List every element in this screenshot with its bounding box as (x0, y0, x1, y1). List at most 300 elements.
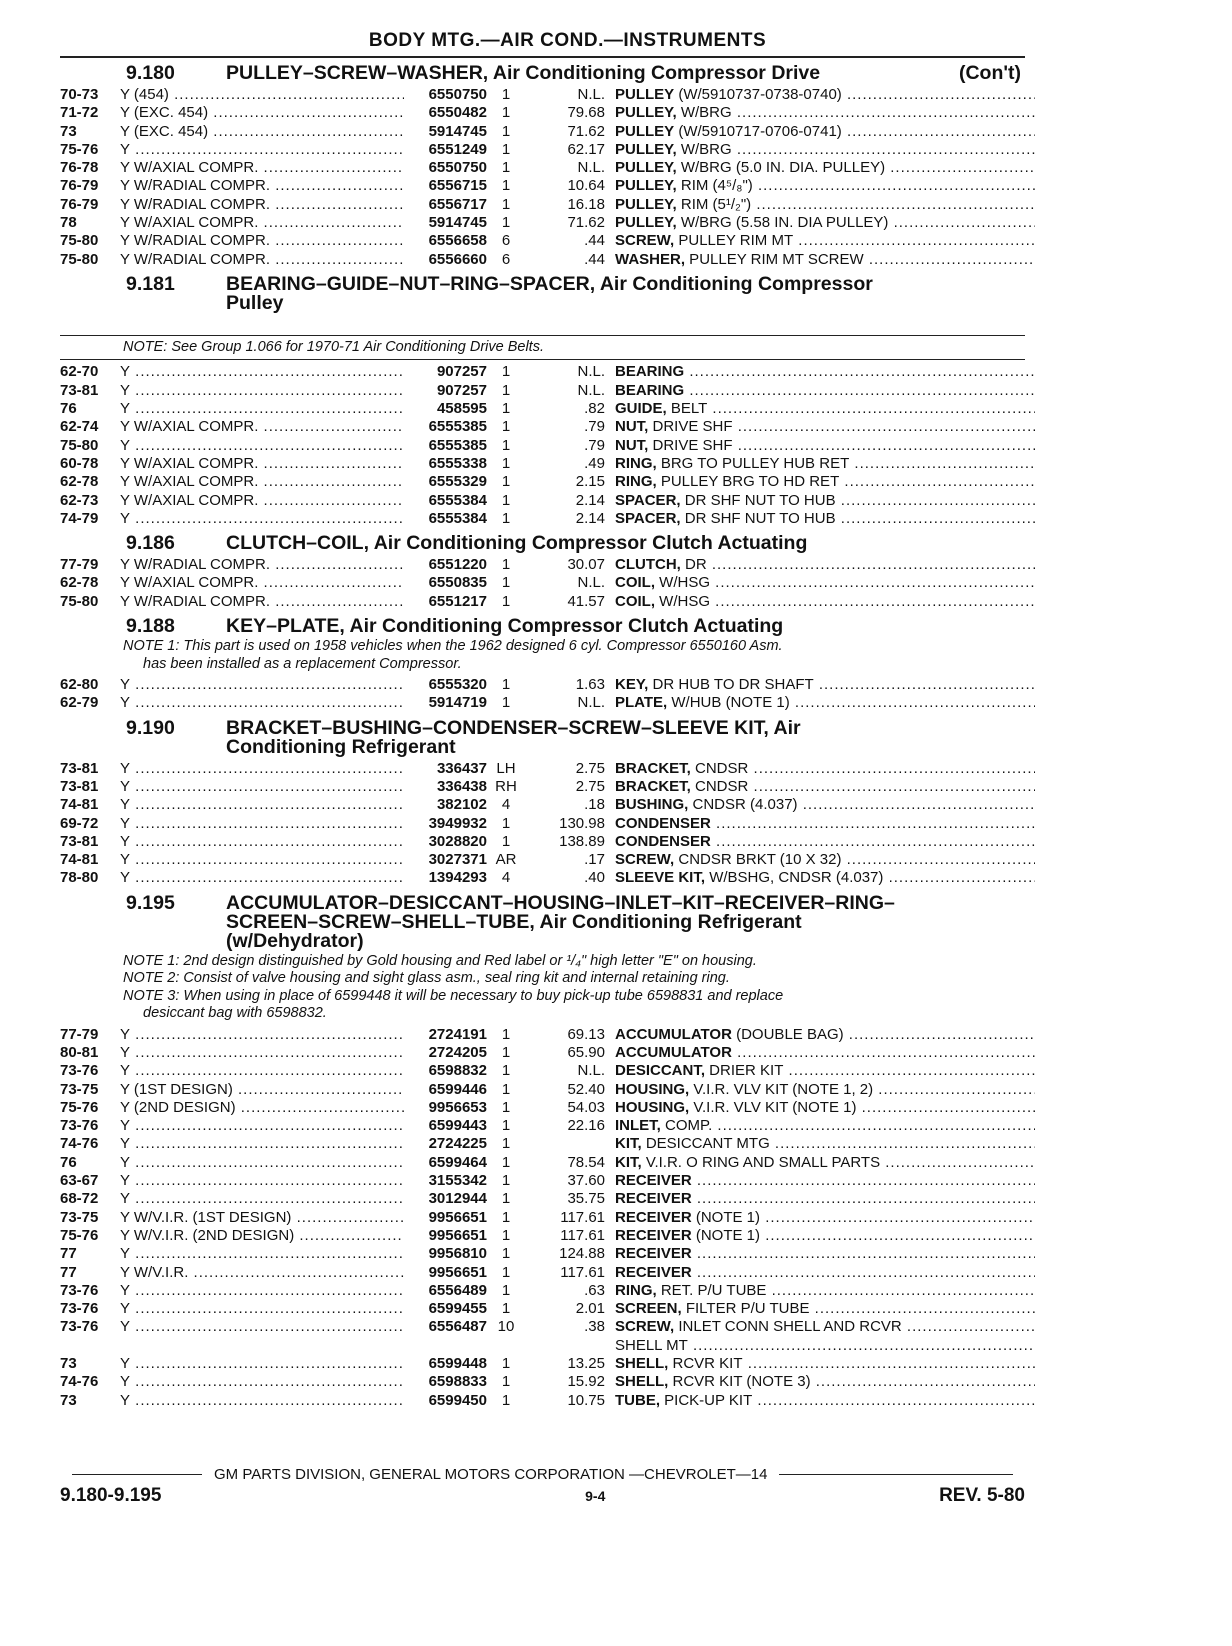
part-description (615, 104, 1035, 122)
section-subtitle: Air Conditioning Compressor Clutch Actuating (369, 532, 808, 555)
description-detail: RIM (5¹/₂") (676, 195, 752, 213)
price: 69.13 (567, 1025, 605, 1043)
part-description (615, 510, 1035, 528)
part-description (615, 676, 1035, 694)
footer-revision: REV. 5-80 (939, 1485, 1025, 1506)
part-description (615, 1337, 1035, 1355)
price: 2.75 (575, 777, 605, 795)
part-description (615, 1355, 1035, 1373)
part-number: 6556660 (428, 250, 487, 268)
quantity: 1 (501, 1263, 511, 1281)
part-number: 6555385 (428, 436, 487, 454)
note-rule-top (60, 335, 1025, 336)
table-row (60, 214, 1025, 232)
table-row (60, 676, 1025, 694)
section-continued: (Con't) (958, 62, 1021, 84)
part-description (615, 1154, 1035, 1172)
part-number: 382102 (436, 796, 487, 814)
part-description (615, 778, 1035, 796)
description-keyword: SPACER, (615, 509, 681, 527)
part-description (615, 1245, 1035, 1263)
parts-list (60, 676, 1025, 713)
section-subtitle: Air Conditioning Compressor Drive (488, 62, 821, 84)
description-keyword: CLUTCH, (615, 556, 681, 574)
section-title-main: BRACKET–BUSHING–CONDENSER–SCREW–SLEEVE KIT, (226, 716, 769, 739)
year-range: 74-76 (60, 1373, 99, 1391)
part-number: 6551249 (428, 140, 487, 158)
price: 22.16 (567, 1117, 605, 1135)
price: .79 (584, 418, 605, 436)
description-keyword: GUIDE, (615, 400, 667, 418)
table-row (60, 1373, 1025, 1391)
quantity: 1 (501, 1300, 511, 1318)
quantity: 1 (501, 814, 511, 832)
model-application: Y ..... (120, 1190, 404, 1208)
price: 130.98 (559, 814, 605, 832)
price: 10.64 (567, 177, 605, 195)
part-number: 6599450 (428, 1391, 487, 1409)
parts-list (60, 760, 1025, 888)
price: .79 (584, 436, 605, 454)
quantity: 1 (501, 436, 511, 454)
year-range: 73 (60, 1355, 77, 1373)
year-range: 78-80 (60, 869, 99, 887)
model-application: Y W/RADIAL COMPR. ..... (120, 593, 404, 611)
table-row (60, 123, 1025, 141)
quantity: 4 (501, 796, 511, 814)
parts-list (60, 1026, 1025, 1410)
quantity: 1 (501, 1355, 511, 1373)
description-keyword: SLEEVE KIT, (615, 869, 706, 887)
section-title-main: PULLEY–SCREW–WASHER, (226, 62, 489, 84)
part-number: 6555329 (428, 473, 487, 491)
description-keyword: NUT, (615, 418, 649, 436)
description-keyword: PULLEY, (615, 104, 677, 122)
year-range: 77-79 (60, 556, 99, 574)
year-range: 73-76 (60, 1300, 99, 1318)
quantity: 1 (501, 1208, 511, 1226)
year-range: 73 (60, 1391, 77, 1409)
description-detail: W/HSG (655, 574, 710, 592)
model-application: Y W/AXIAL COMPR. ..... (120, 455, 404, 473)
quantity: RH (495, 777, 517, 795)
quantity: 1 (501, 122, 511, 140)
price: .17 (584, 851, 605, 869)
model-application: Y W/RADIAL COMPR. ..... (120, 556, 404, 574)
quantity: 1 (501, 509, 511, 527)
section-title (226, 891, 1025, 952)
section-heading (60, 272, 1025, 314)
description-detail: W/BRG (676, 140, 732, 158)
price: 62.17 (567, 140, 605, 158)
model-application: Y ..... (120, 1026, 404, 1044)
section-title-line2: Conditioning Refrigerant (226, 735, 456, 758)
description-keyword: PULLEY, (615, 195, 677, 213)
description-keyword: NUT, (615, 436, 649, 454)
year-range: 75-76 (60, 140, 99, 158)
price: 71.62 (567, 214, 605, 232)
section-subtitle: Air Conditioning Compressor (595, 272, 873, 295)
quantity: 1 (501, 1391, 511, 1409)
description-keyword: SPACER, (615, 491, 681, 509)
section-title-line2: SCREEN–SCREW–SHELL–TUBE, (226, 910, 535, 933)
table-row (60, 473, 1025, 491)
year-range: 62-78 (60, 473, 99, 491)
quantity: 1 (501, 1281, 511, 1299)
description-keyword: SHELL, (615, 1355, 669, 1373)
part-description (615, 86, 1035, 104)
catalog-page (60, 30, 1025, 1410)
year-range: 70-73 (60, 86, 99, 103)
section-heading (60, 64, 1025, 83)
year-range: 77-79 (60, 1025, 99, 1043)
model-application: Y ..... (120, 1062, 404, 1080)
model-application: Y W/RADIAL COMPR. ..... (120, 196, 404, 214)
table-row (60, 86, 1025, 104)
table-row (60, 1044, 1025, 1062)
description-keyword: PULLEY, (615, 159, 677, 177)
description-keyword: KIT, (615, 1135, 642, 1153)
description-detail: CNDSR (690, 777, 749, 795)
table-row (60, 593, 1025, 611)
quantity: 1 (501, 140, 511, 158)
table-row (60, 1245, 1025, 1263)
model-application: Y ..... (120, 1282, 404, 1300)
model-application: Y ..... (120, 676, 404, 694)
quantity: 1 (501, 1135, 511, 1153)
part-description (615, 1264, 1035, 1282)
year-range: 73-75 (60, 1080, 99, 1098)
description-detail: PICK-UP KIT (660, 1391, 753, 1409)
model-application: Y ..... (120, 694, 404, 712)
part-number: 458595 (436, 400, 487, 418)
note-line: has been installed as a replacement Compressor. (143, 655, 462, 672)
part-number: 6556717 (428, 195, 487, 213)
quantity: 1 (501, 676, 511, 694)
description-keyword: ACCUMULATOR (615, 1025, 732, 1043)
price: N.L. (577, 574, 605, 592)
part-number: 3027371 (428, 851, 487, 869)
quantity: 1 (501, 454, 511, 472)
part-description (615, 1373, 1035, 1391)
part-description (615, 1026, 1035, 1044)
description-keyword: RECEIVER (615, 1172, 692, 1190)
description-detail: W/BRG (676, 104, 732, 122)
table-row (60, 418, 1025, 436)
price: 117.61 (560, 1208, 605, 1226)
model-application: Y ..... (120, 1300, 404, 1318)
year-range: 73-81 (60, 381, 99, 399)
model-application: Y W/V.I.R. (1ST DESIGN) ..... (120, 1209, 404, 1227)
section-number: 9.181 (126, 272, 175, 295)
quantity: 1 (501, 195, 511, 213)
quantity: 1 (501, 1062, 511, 1080)
model-application: Y W/RADIAL COMPR. ..... (120, 232, 404, 250)
table-row (60, 694, 1025, 712)
table-row (60, 104, 1025, 122)
part-description (615, 1044, 1035, 1062)
model-application: Y ..... (120, 815, 404, 833)
table-row (60, 1264, 1025, 1282)
description-detail: RCVR KIT (NOTE 3) (668, 1373, 811, 1391)
footer-bottom (60, 1485, 1025, 1507)
table-row (60, 510, 1025, 528)
year-range: 77 (60, 1245, 77, 1263)
footer-page-number: 9-4 (585, 1488, 606, 1504)
section-number: 9.195 (126, 891, 175, 914)
table-row (60, 833, 1025, 851)
model-application: Y ..... (120, 363, 404, 381)
section-title-line3: (w/Dehydrator) (226, 929, 364, 952)
part-description (615, 815, 1035, 833)
price: 78.54 (567, 1153, 605, 1171)
table-row (60, 1135, 1025, 1153)
part-number: 6555385 (428, 418, 487, 436)
page-footer (60, 1466, 1025, 1507)
year-range: 73-76 (60, 1117, 99, 1135)
page-header: BODY MTG.—AIR COND.—INSTRUMENTS (368, 30, 767, 51)
model-application: Y ..... (120, 1154, 404, 1172)
description-keyword: BRACKET, (615, 759, 691, 777)
description-detail: (W/5910737-0738-0740) (674, 86, 842, 103)
table-row (60, 851, 1025, 869)
part-description (615, 1099, 1035, 1117)
quantity: 1 (501, 104, 511, 122)
year-range: 75-76 (60, 1098, 99, 1116)
description-detail: DR (680, 556, 707, 574)
section-title (226, 534, 1025, 553)
year-range: 73-76 (60, 1062, 99, 1080)
description-keyword: COIL, (615, 592, 655, 610)
year-range: 73-76 (60, 1281, 99, 1299)
model-application: Y ..... (120, 778, 404, 796)
year-range: 73-81 (60, 777, 99, 795)
year-range: 62-73 (60, 491, 99, 509)
price: 138.89 (559, 832, 605, 850)
year-range: 75-80 (60, 232, 99, 250)
description-keyword: SCREW, (615, 851, 675, 869)
quantity: AR (495, 851, 517, 869)
description-keyword: SCREEN, (615, 1300, 682, 1318)
section-notes (60, 953, 1025, 1023)
section-subtitle: Air (768, 716, 801, 739)
part-number: 6555384 (428, 491, 487, 509)
section-number: 9.180 (126, 62, 175, 84)
table-row (60, 760, 1025, 778)
description-keyword: BUSHING, (615, 796, 689, 814)
model-application: Y W/V.I.R. ..... (120, 1264, 404, 1282)
model-application: Y W/AXIAL COMPR. ..... (120, 159, 404, 177)
table-row (60, 455, 1025, 473)
part-number: 6598833 (428, 1373, 487, 1391)
part-number: 6598832 (428, 1062, 487, 1080)
model-application: Y W/AXIAL COMPR. ..... (120, 574, 404, 592)
model-application: Y W/V.I.R. (2ND DESIGN) ..... (120, 1227, 404, 1245)
year-range: 75-76 (60, 1226, 99, 1244)
table-row (60, 1227, 1025, 1245)
part-number: 6599448 (428, 1355, 487, 1373)
model-application: Y ..... (120, 833, 404, 851)
description-detail: CNDSR (4.037) (688, 796, 798, 814)
description-keyword: RECEIVER (615, 1226, 692, 1244)
price: 124.88 (559, 1245, 605, 1263)
parts-list (60, 363, 1025, 528)
model-application: Y ..... (120, 1172, 404, 1190)
year-range: 77 (60, 1263, 77, 1281)
description-detail: DESICCANT MTG (641, 1135, 770, 1153)
price: 2.15 (575, 473, 605, 491)
year-range: 78 (60, 214, 77, 232)
quantity: 1 (501, 1190, 511, 1208)
year-range: 62-80 (60, 676, 99, 694)
model-application: Y (454) ..... (120, 86, 404, 104)
price: 2.14 (575, 491, 605, 509)
part-description (615, 833, 1035, 851)
description-keyword: PULLEY, (615, 214, 677, 232)
price: N.L. (577, 381, 605, 399)
part-number: 6555384 (428, 509, 487, 527)
section-number: 9.190 (126, 716, 175, 739)
section-title-main: ACCUMULATOR–DESICCANT–HOUSING–INLET–KIT–RECEIVER–RING– (226, 891, 895, 914)
part-number: 6551217 (428, 592, 487, 610)
description-keyword: PULLEY, (615, 177, 677, 195)
part-description (615, 1062, 1035, 1080)
price: N.L. (577, 694, 605, 712)
price: 41.57 (567, 592, 605, 610)
part-description (615, 177, 1035, 195)
quantity: 1 (501, 574, 511, 592)
description-keyword: RING, (615, 473, 657, 491)
part-description (615, 1300, 1035, 1318)
table-row (60, 778, 1025, 796)
description-detail: INLET CONN SHELL AND RCVR (674, 1318, 902, 1336)
description-keyword: CONDENSER (615, 814, 711, 832)
part-description (615, 1282, 1035, 1300)
part-number: 6551220 (428, 556, 487, 574)
part-description (615, 869, 1035, 887)
year-range: 60-78 (60, 454, 99, 472)
description-detail: W/HSG (655, 592, 710, 610)
year-range: 74-81 (60, 851, 99, 869)
model-application: Y ..... (120, 1392, 404, 1410)
section-title (226, 617, 1025, 636)
part-number: 6555320 (428, 676, 487, 694)
description-detail: DR SHF NUT TO HUB (680, 509, 836, 527)
table-row (60, 574, 1025, 592)
part-description (615, 232, 1035, 250)
part-number: 6550750 (428, 159, 487, 177)
quantity: 6 (501, 232, 511, 250)
part-number: 3949932 (428, 814, 487, 832)
quantity: 1 (501, 592, 511, 610)
part-number: 9956651 (428, 1208, 487, 1226)
description-keyword: SHELL, (615, 1373, 669, 1391)
price: 79.68 (567, 104, 605, 122)
table-row (60, 196, 1025, 214)
quantity: 1 (501, 1226, 511, 1244)
part-description (615, 363, 1035, 381)
table-row (60, 1117, 1025, 1135)
table-row (60, 796, 1025, 814)
quantity: 1 (501, 363, 511, 381)
part-description (615, 1190, 1035, 1208)
quantity: 1 (501, 473, 511, 491)
price: 65.90 (567, 1044, 605, 1061)
part-number: 5914745 (428, 214, 487, 232)
part-description (615, 251, 1035, 269)
description-keyword: RECEIVER (615, 1190, 692, 1208)
description-keyword: CONDENSER (615, 832, 711, 850)
description-detail: CNDSR BRKT (10 X 32) (674, 851, 842, 869)
part-number: 6550835 (428, 574, 487, 592)
quantity: 1 (501, 418, 511, 436)
description-keyword: RING, (615, 1281, 657, 1299)
description-keyword: SCREW, (615, 232, 675, 250)
part-description (615, 574, 1035, 592)
model-application: Y ..... (120, 1355, 404, 1373)
description-keyword: WASHER, (615, 250, 686, 268)
part-description (615, 455, 1035, 473)
quantity: 1 (501, 1044, 511, 1061)
table-row (60, 869, 1025, 887)
footer-group-range: 9.180-9.195 (60, 1485, 162, 1506)
part-description (615, 1117, 1035, 1135)
part-description (615, 1318, 1035, 1336)
table-row (60, 177, 1025, 195)
part-number: 907257 (436, 381, 487, 399)
part-number: 6599446 (428, 1080, 487, 1098)
description-detail: BELT (666, 400, 708, 418)
year-range: 62-74 (60, 418, 99, 436)
part-description (615, 418, 1035, 436)
price: 30.07 (567, 556, 605, 574)
table-row (60, 1099, 1025, 1117)
part-description (615, 593, 1035, 611)
description-keyword: DESICCANT, (615, 1062, 706, 1080)
price: 35.75 (567, 1190, 605, 1208)
section-number: 9.186 (126, 532, 175, 555)
description-keyword: BRACKET, (615, 777, 691, 795)
table-row (60, 1392, 1025, 1410)
model-application: Y W/RADIAL COMPR. ..... (120, 177, 404, 195)
part-description (615, 400, 1035, 418)
part-number: 6556489 (428, 1281, 487, 1299)
price: 52.40 (567, 1080, 605, 1098)
quantity: 1 (501, 694, 511, 712)
price: 71.62 (567, 122, 605, 140)
part-number: 6599455 (428, 1300, 487, 1318)
model-application: Y W/AXIAL COMPR. ..... (120, 214, 404, 232)
part-description (615, 796, 1035, 814)
note-line: NOTE 1: This part is used on 1958 vehicles when the 1962 designed 6 cyl. Compressor 6550160 Asm. (123, 638, 783, 655)
section-title (226, 716, 1025, 758)
model-application: Y (EXC. 454) ..... (120, 123, 404, 141)
note-rule-bottom (60, 359, 1025, 360)
description-keyword: RING, (615, 454, 657, 472)
description-keyword: PULLEY (615, 86, 675, 103)
year-range: 75-80 (60, 592, 99, 610)
model-application: Y ..... (120, 382, 404, 400)
footer-line (60, 1466, 1025, 1483)
table-row (60, 492, 1025, 510)
quantity: 1 (501, 556, 511, 574)
header-rule (60, 56, 1025, 58)
description-detail: DR HUB TO DR SHAFT (648, 676, 814, 694)
section-subtitle: Air Conditioning Compressor Clutch Actuating (344, 615, 784, 638)
description-keyword: BEARING (615, 381, 685, 399)
note-line: NOTE 1: 2nd design distinguished by Gold housing and Red label or ¹/₄" high letter "E" on housing. (123, 952, 757, 969)
description-keyword: RECEIVER (615, 1263, 692, 1281)
